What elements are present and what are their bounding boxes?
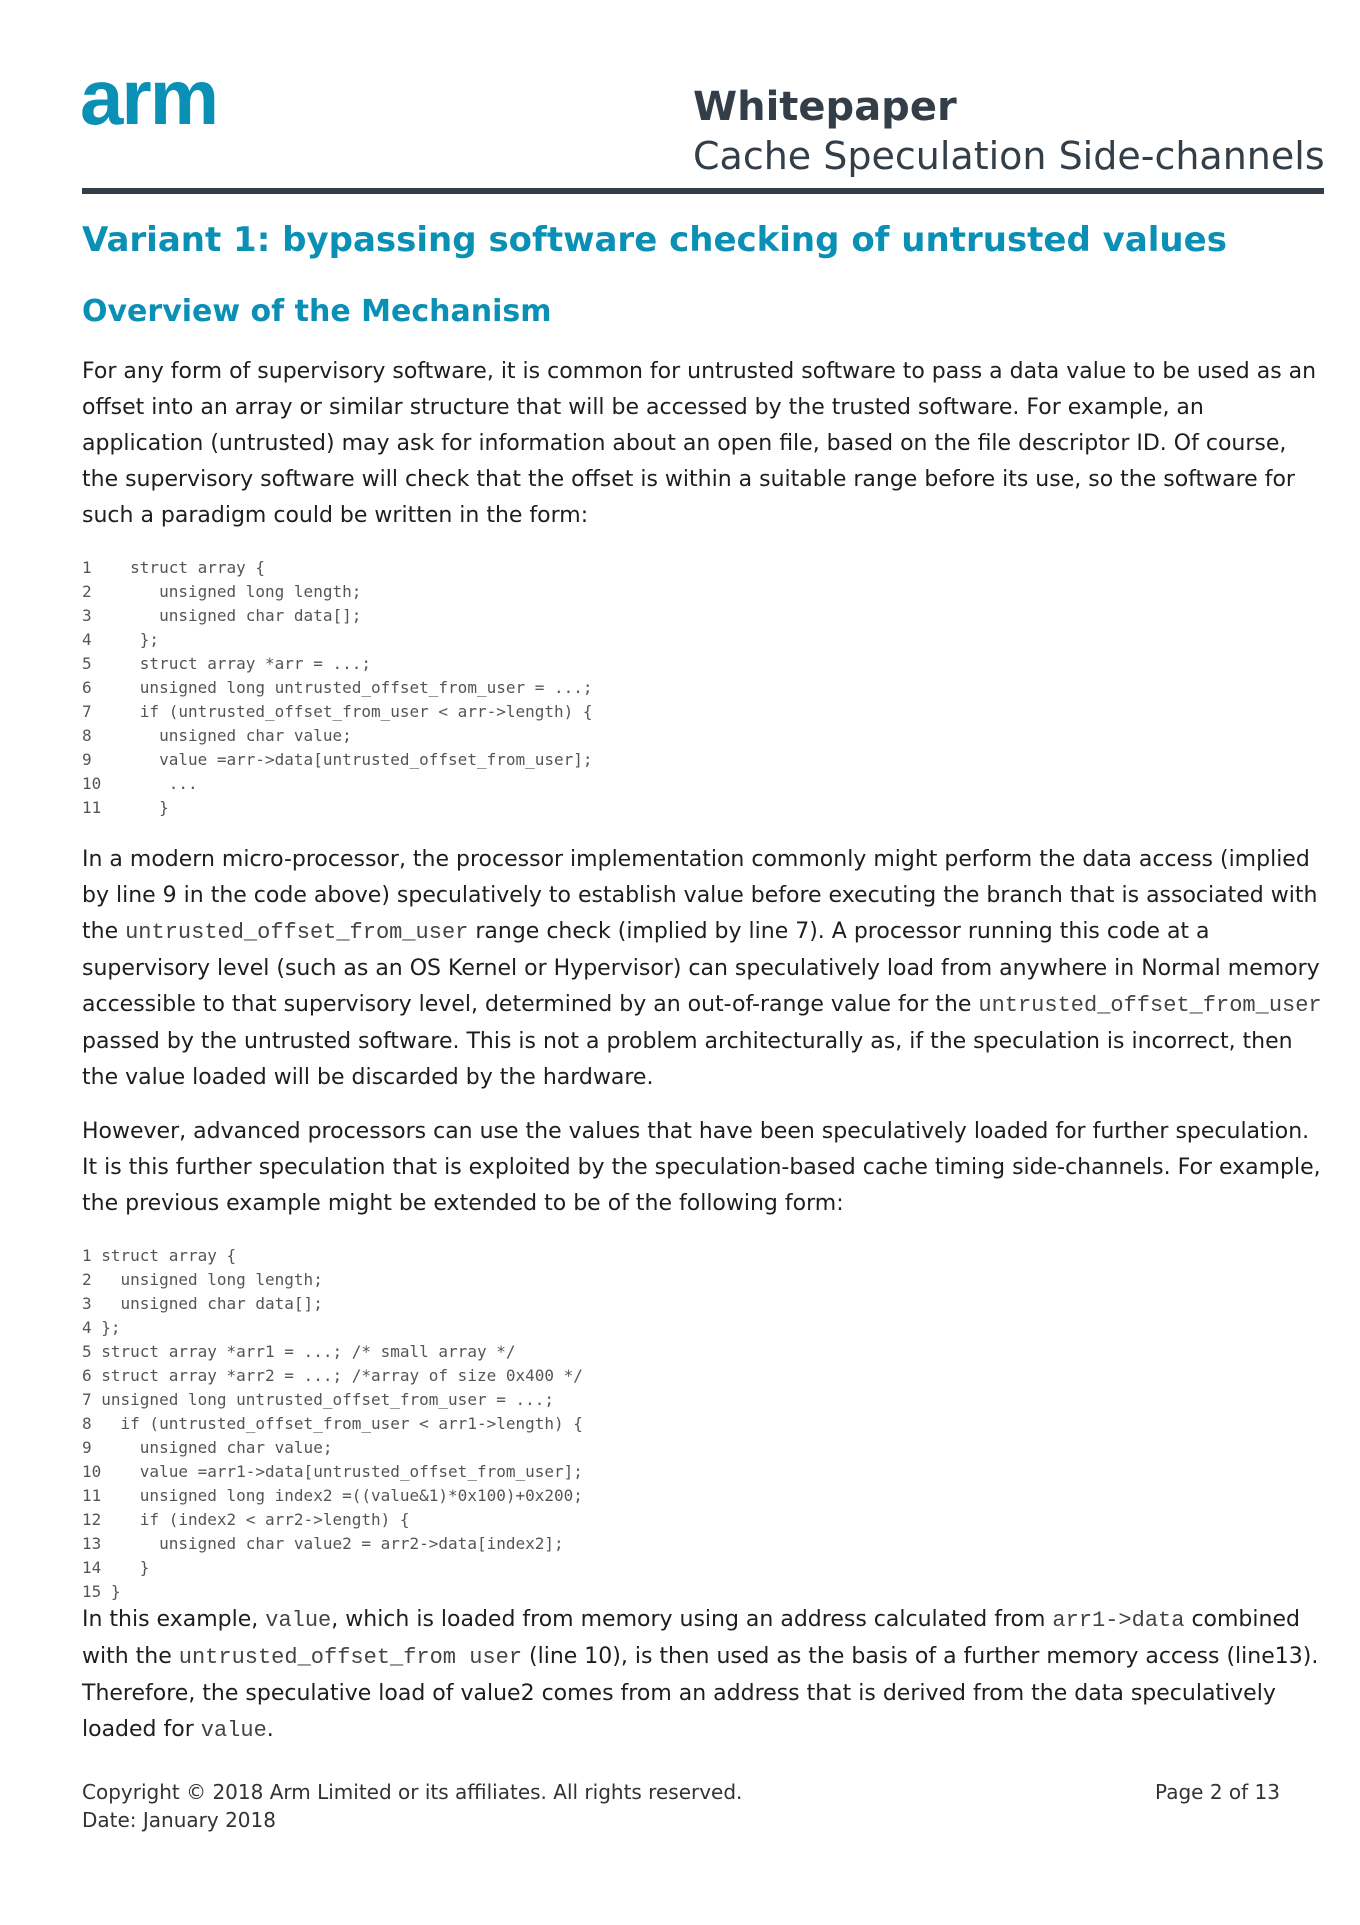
code-block-1 — [82, 556, 593, 820]
code-line: 12 if (index2 < arr2->length) { — [82, 1510, 410, 1529]
inline-code: untrusted_offset_from_user — [125, 920, 469, 945]
inline-code: value — [265, 1608, 332, 1633]
code-line: 15 } — [82, 1582, 121, 1601]
footer-date: Date: January 2018 — [82, 1808, 276, 1832]
code-line: 6 struct array *arr2 = ...; /*array of size 0x400 */ — [82, 1366, 583, 1385]
header-subtitle: Cache Speculation Side-channels — [693, 134, 1325, 178]
paragraph-speculation: In a modern micro-processor, the processor implementation commonly might perform the data access (implied by line 9 in the code above) speculatively to establish value before executing the branch that is associated with the untrusted_offset_from_user range check (implied by line 7). A processor running this code at a supervisory level (such as an OS Kernel or Hypervisor) can speculatively load from anywhere in Normal memory accessible to that supervisory level, determined by an out-of-range value for the untrusted_offset_from_user passed by the untrusted software. This is not a problem architecturally as, if the speculation is incorrect, then the value loaded will be discarded by the hardware. — [82, 847, 1322, 1090]
paragraph-further-speculation: However, advanced processors can use the values that have been speculatively loaded for further speculation. It is this further speculation that is exploited by the speculation-based cache timing side-channels. For example, the previous example might be extended to be of the following form: — [82, 1119, 1321, 1216]
code-line: 10 value =arr1->data[untrusted_offset_from_user]; — [82, 1462, 583, 1481]
code-line: 11 unsigned long index2 =((value&1)*0x100)+0x200; — [82, 1486, 583, 1505]
code-line: 10 ... — [82, 774, 198, 793]
code-block-2 — [82, 1244, 583, 1604]
code-line: 2 unsigned long length; — [82, 582, 362, 601]
paragraph-intro: For any form of supervisory software, it is common for untrusted software to pass a data value to be used as an offset into an array or similar structure that will be accessed by the trusted software. For example, an application (untrusted) may ask for information about an open file, based on the file descriptor ID. Of course, the supervisory software will check that the offset is within a suitable range before its use, so the software for such a paradigm could be written in the form: — [82, 359, 1317, 528]
header-title: Whitepaper — [693, 84, 957, 130]
inline-code: arr1->data — [1052, 1608, 1185, 1633]
code-line: 9 value =arr->data[untrusted_offset_from_user]; — [82, 750, 593, 769]
paragraph-example: In this example, value, which is loaded from memory using an address calculated from arr1->data combined with the untrusted_offset_from user (line 10), is then used as the basis of a further memory access (line13). Therefore, the speculative load of value2 comes from an address that is derived from the data speculatively loaded for value. — [82, 1607, 1319, 1743]
inline-code: untrusted_offset_from_user — [978, 993, 1322, 1018]
code-line: 1 struct array { — [82, 558, 266, 577]
code-line: 7 if (untrusted_offset_from_user < arr->length) { — [82, 702, 593, 721]
code-line: 2 unsigned long length; — [82, 1270, 323, 1289]
code-line: 11 } — [82, 798, 169, 817]
code-line: 9 unsigned char value; — [82, 1438, 333, 1457]
code-line: 4 }; — [82, 1318, 121, 1337]
code-line: 7 unsigned long untrusted_offset_from_user = ...; — [82, 1390, 555, 1409]
section-heading: Variant 1: bypassing software checking of untrusted values — [82, 220, 1227, 260]
code-line: 13 unsigned char value2 = arr2->data[index2]; — [82, 1534, 564, 1553]
svg-text:arm: arm — [80, 64, 218, 141]
subsection-heading: Overview of the Mechanism — [82, 294, 552, 329]
code-line: 6 unsigned long untrusted_offset_from_user = ...; — [82, 678, 593, 697]
code-line: 3 unsigned char data[]; — [82, 1294, 323, 1313]
code-line: 5 struct array *arr1 = ...; /* small array */ — [82, 1342, 516, 1361]
code-line: 14 } — [82, 1558, 150, 1577]
code-line: 4 }; — [82, 630, 160, 649]
footer-copyright: Copyright © 2018 Arm Limited or its affiliates. All rights reserved. — [82, 1780, 743, 1804]
header-divider — [82, 188, 1324, 194]
arm-logo — [80, 64, 240, 144]
code-line: 3 unsigned char data[]; — [82, 606, 362, 625]
footer-left — [82, 1778, 742, 1834]
inline-code: untrusted_offset_from user — [178, 1645, 523, 1670]
inline-code: value — [200, 1718, 267, 1743]
code-line: 5 struct array *arr = ...; — [82, 654, 371, 673]
footer-page-number: Page 2 of 13 — [1155, 1780, 1280, 1804]
code-line: 8 unsigned char value; — [82, 726, 352, 745]
code-line: 1 struct array { — [82, 1246, 237, 1265]
code-line: 8 if (untrusted_offset_from_user < arr1->length) { — [82, 1414, 583, 1433]
